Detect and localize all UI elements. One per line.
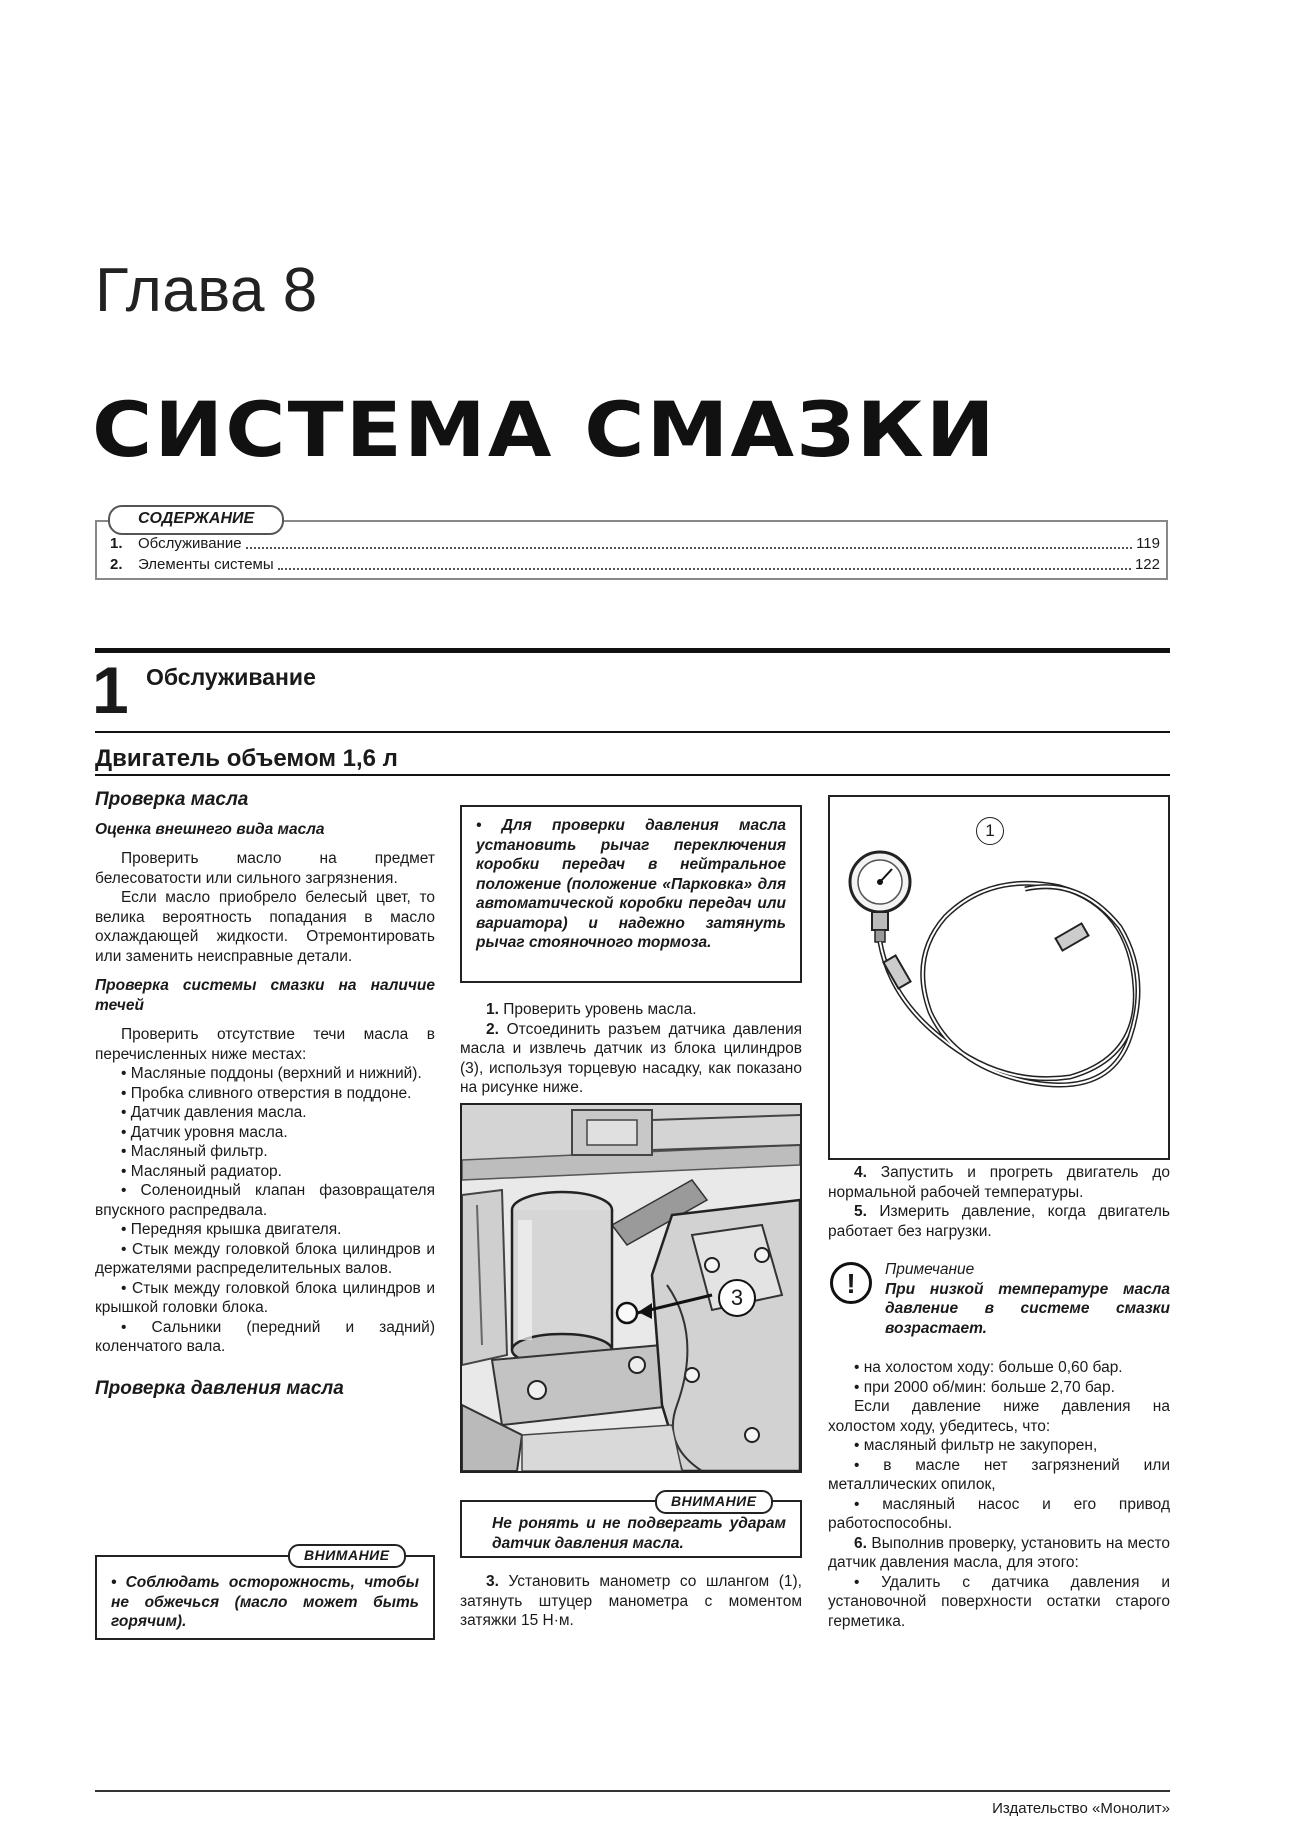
list-item: • при 2000 об/мин: больше 2,70 бар. <box>854 1378 1115 1396</box>
list-item: • Сальники (передний и задний) коленчатого вала. <box>95 1318 435 1355</box>
chapter-title: СИСТЕМА СМАЗКИ <box>92 385 997 474</box>
note-label: Примечание <box>885 1261 975 1278</box>
instruction-text: • Для проверки давления масла установить рычаг переключения коробки передач в нейтральное положение (положение «Парковка» для автоматической коробки передач или вариатора) и надежно затянуть рычаг стояночного тормоза. <box>476 817 786 951</box>
step-text: Проверить уровень масла. <box>503 1001 697 1018</box>
contents-item-page: 119 <box>1136 535 1160 552</box>
list-item: • Масляный фильтр. <box>121 1143 268 1160</box>
warning-text: Не ронять и не подвергать ударам датчик давления масла. <box>492 1515 786 1552</box>
list-item: • Датчик давления масла. <box>121 1104 307 1121</box>
contents-item[interactable] <box>110 534 1160 554</box>
step-text: Выполнив проверку, установить на место датчик давления масла, для этого: <box>828 1534 1171 1571</box>
subsection-rule <box>95 774 1170 776</box>
note-text: При низкой температуре масла давление в системе смазки возрастает. <box>885 1280 1170 1337</box>
contents-item-number: 2. <box>110 556 123 573</box>
list-item: • масляный фильтр не закупорен, <box>854 1437 1098 1454</box>
note <box>885 1260 1170 1338</box>
paragraph: Проверить масло на предмет белесоватости или сильного загрязнения. <box>95 850 435 887</box>
step-number: 2. <box>486 1020 499 1038</box>
heading-oil-check: Проверка масла <box>95 789 249 810</box>
contents-item-page: 122 <box>1134 556 1160 573</box>
step-text: Запустить и прогреть двигатель до нормальной рабочей температуры. <box>828 1164 1170 1201</box>
step-number: 5. <box>854 1203 867 1220</box>
contents-item-number: 1. <box>110 535 123 552</box>
contents-leader-dots <box>246 534 1133 549</box>
list-item: • Масляный радиатор. <box>121 1162 282 1180</box>
exclamation-icon: ! <box>830 1262 872 1304</box>
subsection-title: Двигатель объемом 1,6 л <box>95 745 398 772</box>
column-1 <box>95 790 435 1398</box>
list-item: • Масляные поддоны (верхний и нижний). <box>121 1065 422 1082</box>
list-item: • масляный насос и его привод работоспособны. <box>828 1495 1170 1532</box>
list-item: • Удалить с датчика давления и установочной поверхности остатки старого герметика. <box>828 1573 1170 1630</box>
contents-item-text: Элементы системы <box>138 556 274 573</box>
paragraph: Если масло приобрело белесый цвет, то велика вероятность попадания в масло охлаждающей жидкости. Отремонтировать или заменить неисправные детали. <box>95 889 435 965</box>
instruction-box <box>460 805 802 983</box>
paragraph: Если давление ниже давления на холостом ходу, убедитесь, что: <box>828 1398 1170 1435</box>
step-number: 1. <box>486 1001 499 1018</box>
step-number: 3. <box>486 1573 499 1590</box>
photo-callout: 3 <box>718 1279 756 1317</box>
list-item: • в масле нет загрязнений или металлических опилок, <box>828 1456 1170 1493</box>
contents-leader-dots <box>278 555 1131 570</box>
list-item: • Передняя крышка двигателя. <box>121 1221 342 1238</box>
warning-text: • Соблюдать осторожность, чтобы не обжечься (масло может быть горячим). <box>111 1574 419 1630</box>
contents-label: СОДЕРЖАНИЕ <box>108 505 284 535</box>
pressure-gauge-illustration <box>830 797 1168 1158</box>
list-item: • Стык между головкой блока цилиндров и держателями распределительных валов. <box>95 1240 435 1277</box>
step-text: Отсоединить разъем датчика давления масла и извлечь датчик из блока цилиндров (3), используя торцевую насадку, как показано на рисунке ниже. <box>460 1020 802 1096</box>
step-number: 6. <box>854 1534 867 1552</box>
engine-photo <box>460 1103 802 1473</box>
contents-item-text: Обслуживание <box>138 535 242 552</box>
warning-label: ВНИМАНИЕ <box>655 1490 773 1514</box>
step-number: 4. <box>854 1164 867 1181</box>
publisher-footer: Издательство «Монолит» <box>992 1800 1170 1817</box>
list-item: • на холостом ходу: больше 0,60 бар. <box>854 1359 1123 1376</box>
step-text: Измерить давление, когда двигатель работает без нагрузки. <box>828 1203 1170 1240</box>
section-rule-bottom <box>95 731 1170 733</box>
figure-callout: 1 <box>976 817 1004 845</box>
list-item: • Пробка сливного отверстия в поддоне. <box>121 1084 412 1102</box>
list-item: • Стык между головкой блока цилиндров и крышкой головки блока. <box>95 1279 435 1316</box>
column-3-body <box>828 1358 1170 1631</box>
chapter-heading: Глава 8 <box>95 256 318 325</box>
list-item: • Датчик уровня масла. <box>121 1123 288 1141</box>
footer-rule <box>95 1790 1170 1792</box>
heading-leak-check: Проверка системы смазки на наличие течей <box>95 977 435 1014</box>
list-item: • Соленоидный клапан фазовращателя впускного распредвала. <box>95 1182 435 1219</box>
paragraph: Проверить отсутствие течи масла в перечисленных ниже местах: <box>95 1026 435 1063</box>
column-2-steps <box>460 1000 802 1098</box>
heading-oil-pressure: Проверка давления масла <box>95 1377 344 1399</box>
section-number: 1 <box>92 653 129 727</box>
section-title: Обслуживание <box>146 664 316 690</box>
gauge-figure <box>828 795 1170 1160</box>
section-rule-top <box>95 648 1170 653</box>
heading-oil-appearance: Оценка внешнего вида масла <box>95 820 325 838</box>
column-3-steps <box>828 1163 1170 1241</box>
step-text: Установить манометр со шлангом (1), затянуть штуцер манометра с моментом затяжки 15 Н·м. <box>460 1573 802 1629</box>
warning-label: ВНИМАНИЕ <box>288 1544 406 1568</box>
contents-item[interactable] <box>110 555 1160 575</box>
column-2-step-3 <box>460 1572 802 1631</box>
